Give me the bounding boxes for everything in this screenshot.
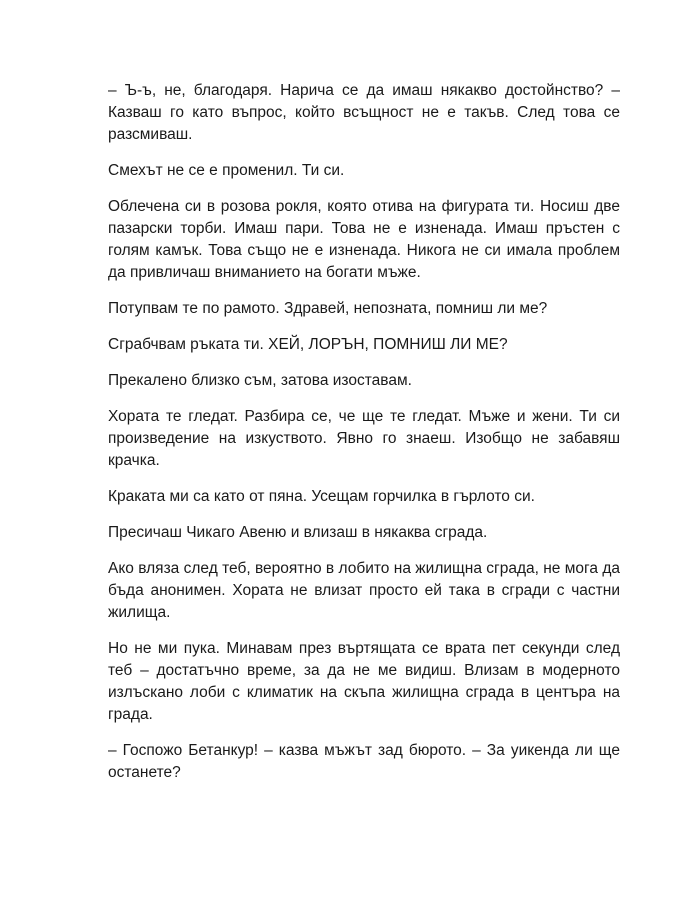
document-page xyxy=(108,80,620,798)
paragraph: – Госпожо Бетанкур! – казва мъжът зад бюрото. – За уикенда ли ще останете? xyxy=(108,742,620,781)
paragraph: Ако вляза след теб, вероятно в лобито на жилищна сграда, не мога да бъда анонимен. Хората не влизат просто ей така в сгради с частни жилища. xyxy=(108,560,620,621)
paragraph: Прекалено близко съм, затова изоставам. xyxy=(108,372,412,389)
paragraph: – Ъ-ъ, не, благодаря. Нарича се да имаш някакво достойнство? – Казваш го като въпрос, който всъщност не е такъв. След това се разсмиваш. xyxy=(108,82,620,143)
paragraph: Пресичаш Чикаго Авеню и влизаш в някаква сграда. xyxy=(108,524,488,541)
paragraph: Облечена си в розова рокля, която отива на фигурата ти. Носиш две пазарски торби. Имаш пари. Това не е изненада. Имаш пръстен с голям камък. Това също не е изненада. Никога не си имала проблем да привличаш вниманието на богати мъже. xyxy=(108,198,620,281)
paragraph: Краката ми са като от пяна. Усещам горчилка в гърлото си. xyxy=(108,488,535,505)
paragraph: Хората те гледат. Разбира се, че ще те гледат. Мъже и жени. Ти си произведение на изкуството. Явно го знаеш. Изобщо не забавяш крачка. xyxy=(108,408,620,469)
paragraph: Смехът не се е променил. Ти си. xyxy=(108,162,345,179)
paragraph: Потупвам те по рамото. Здравей, непозната, помниш ли ме? xyxy=(108,300,548,317)
paragraph: Сграбчвам ръката ти. ХЕЙ, ЛОРЪН, ПОМНИШ ЛИ МЕ? xyxy=(108,336,508,353)
paragraph: Но не ми пука. Минавам през въртящата се врата пет секунди след теб – достатъчно време, за да не ме видиш. Влизам в модерното излъскано лоби с климатик на скъпа жилищна сграда в центъра на града. xyxy=(108,640,620,723)
